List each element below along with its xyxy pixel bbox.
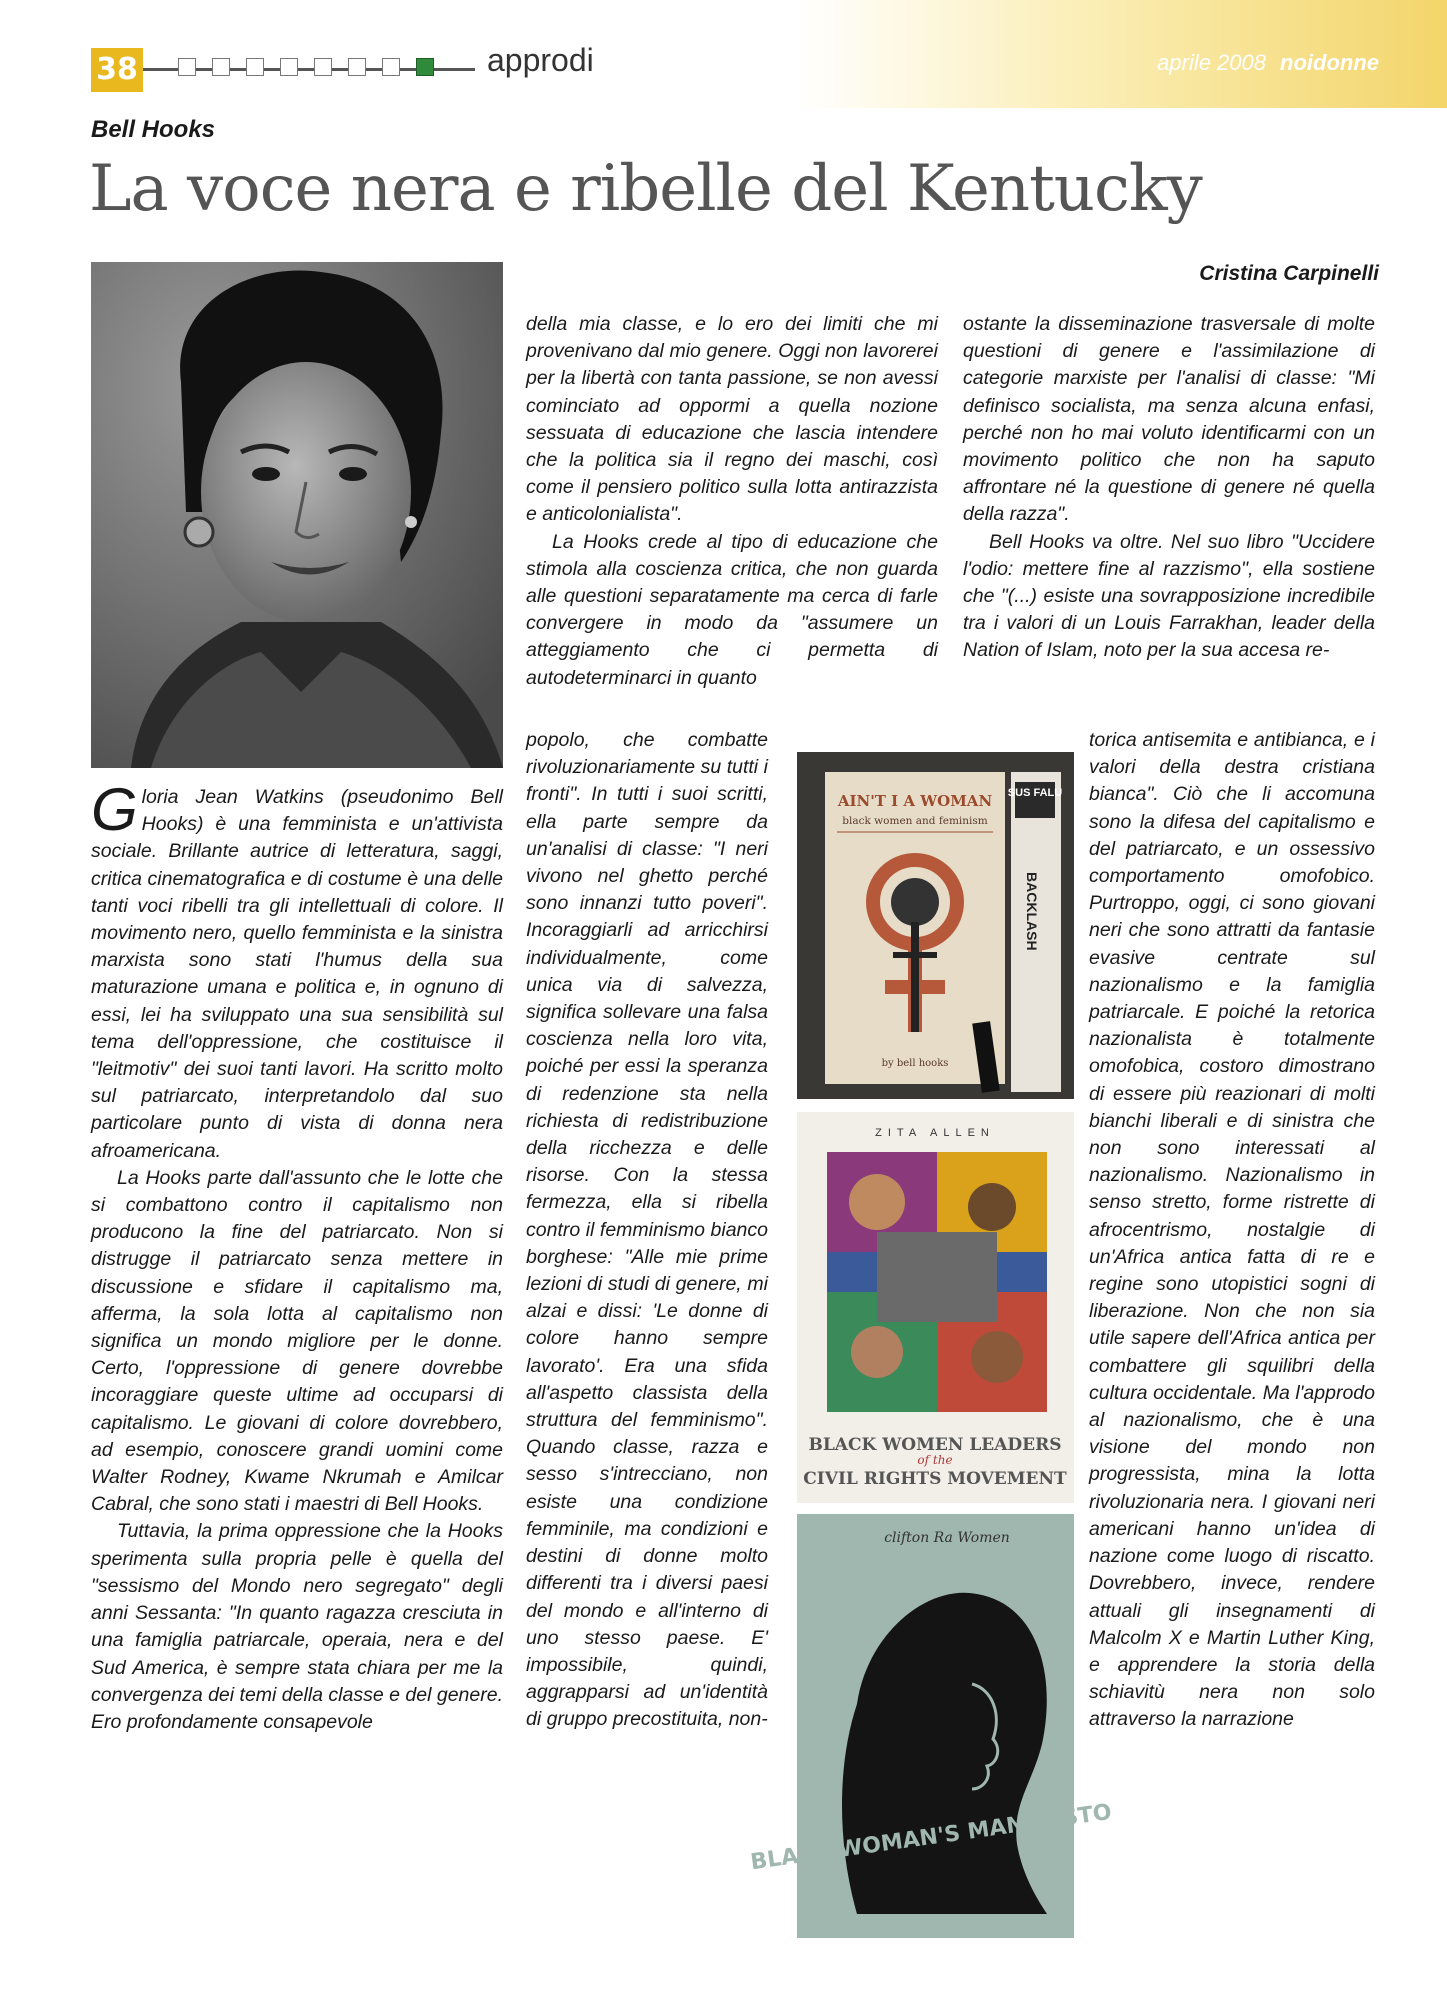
section-title: approdi: [487, 42, 594, 78]
paragraph: popolo, che combatte rivoluzionariamente su tutti i fronti". In tutti i suoi scritti, ella parte sempre da un'analisi di classe: "I neri vivono nel ghetto perché sono innanzi tutto poveri". Incoraggiarli ad arricchirsi individualmente, come unica via di salvezza, significa sollevare una falsa coscienza nella loro vita, poiché per essi la speranza di redenzione sta nella richiesta di redistribuzione della ricchezza e delle risorse. Con la stessa fermezza, ella si ribella contro il femminismo bianco borghese: "Alle mie prime lezioni di studi di genere, mi alzai e dissi: 'Le donne di colore hanno sempre lavorato'. Era una sfida all'aspetto classista della struttura del femminismo". Quando classe, razza e sesso s'intrecciano, non esiste una condizione femminile, ma condizioni e destini di donne molto differenti tra i diversi paesi del mondo e all'interno di uno stesso paese. E' impossibile, quindi, aggrapparsi ad un'identità di gruppo precostituita, non-: [526, 729, 768, 1731]
paragraph: La Hooks parte dall'assunto che le lotte che si combattono contro il capitalismo non producono la fine del patriarcato. Non si distrugge il patriarcato senza mettere in discussione e sfidare il capitalismo ma, afferma, la sola lotta al capitalismo non significa un mondo migliore per le donne. Certo, l'oppressione di genere dovrebbe incoraggiare queste ultime ad occuparsi di capitalismo. Le giovani di colore dovrebbero, ad esempio, conoscere grandi uomini come Walter Rodney, Kwame Nkrumah e Amilcar Cabral, che sono stati i maestri di Bell Hooks.: [91, 1166, 503, 1516]
book-title: BLACK WOMAN'S MANIFESTO: [748, 1799, 1114, 1876]
paragraph: La Hooks crede al tipo di educazione che stimola alla coscienza critica, che non guarda alle questioni separatamente ma cerca di farle convergere in modo da "assumere un atteggiamento che ci permetta di autodeterminarci in quanto: [526, 530, 938, 689]
header-marker: [280, 58, 298, 76]
book-illustration: [797, 752, 1074, 1099]
header-marker: [178, 58, 196, 76]
header-marker: [212, 58, 230, 76]
book-illustration: [797, 1112, 1074, 1503]
book-cover-aint-i-a-woman: [797, 752, 1074, 1099]
book-title-bottom: CIVIL RIGHTS MOVEMENT: [803, 1469, 1067, 1489]
page-number: 38: [91, 48, 143, 92]
column-2-bottom: [526, 727, 768, 1734]
article-author: Cristina Carpinelli: [1199, 262, 1379, 285]
book-illustration: [748, 1514, 1114, 1938]
header-marker-active: [416, 58, 434, 76]
book-author: clifton Ra Women: [884, 1530, 1010, 1546]
column-2-top: [526, 311, 938, 692]
book-author: ZITA ALLEN: [875, 1127, 995, 1139]
column-3-top: [963, 311, 1375, 665]
paragraph: [91, 776, 503, 1165]
portrait-photo: [91, 262, 503, 768]
header-marker: [382, 58, 400, 76]
issue-info: [1157, 50, 1379, 76]
paragraph: Tuttavia, la prima oppressione che la Hooks sperimenta sulla propria pelle è quella del "sessismo del Mondo nero segregato" degli anni Sessanta: "In quanto ragazza cresciuta in una famiglia patriarcale, operaia, nera e del Sud America, è sempre stata chiara per me la convergenza dei temi della classe e del genere. Ero profondamente consapevole: [91, 1520, 503, 1733]
book-author: by bell hooks: [881, 1058, 949, 1069]
article-kicker: Bell Hooks: [91, 116, 216, 143]
book-cover-black-womans-manifesto: [748, 1514, 1114, 1938]
book-subtitle: black women and feminism: [842, 815, 988, 827]
header-marker: [348, 58, 366, 76]
book-cover-black-women-leaders: [797, 1112, 1074, 1503]
spine-text-1: SUS FALU: [1007, 787, 1063, 799]
book-title-top: BLACK WOMEN LEADERS: [808, 1435, 1062, 1455]
article-headline: La voce nera e ribelle del Kentucky: [89, 152, 1202, 226]
issue-date: aprile 2008: [1157, 50, 1267, 75]
header-marker: [246, 58, 264, 76]
column-1: [91, 776, 503, 1736]
book-title: AIN'T I A WOMAN: [837, 792, 993, 810]
header-marker: [314, 58, 332, 76]
column-3-bottom: [1089, 727, 1375, 1734]
drop-cap: G: [91, 776, 138, 843]
paragraph: ostante la disseminazione trasversale di molte questioni di genere e l'assimilazione di categorie marxiste per l'analisi di classe: "Mi definisco socialista, ma senza alcuna enfasi, perché non ho mai voluto identificarmi con un movimento politico che non ha saputo affrontare né la questione di genere né quella della razza".: [963, 313, 1375, 526]
paragraph: della mia classe, e lo ero dei limiti che mi provenivano dal mio genere. Oggi non lavorerei per la libertà con tanta passione, se non avessi cominciato ad oppormi a quella nozione sessuata di educazione che lascia intendere che la politica sia il regno dei maschi, così come il pensiero politico sulla lotta antirazzista e anticolonialista".: [526, 313, 938, 526]
magazine-name: noidonne: [1280, 50, 1379, 75]
paragraph-text: loria Jean Watkins (pseudonimo Bell Hooks) è una femminista e un'attivista sociale. Brillante autrice di letteratura, saggi, critica cinematografica e di costume è una delle tanti voci ribelli tra gli intellettuali di colore. Il movimento nero, quello femminista e la sinistra marxista sono stati l'humus della sua maturazione umana e politica e, in ognuno di essi, lei ha sviluppato una sua sensibilità sul tema dell'oppressione, che costituisce il "leitmotiv" dei suoi tanti lavori. Ha scritto molto sul patriarcato, interpretandolo dal suo particolare punto di vista di donna nera afroamericana.: [91, 786, 503, 1162]
paragraph: Bell Hooks va oltre. Nel suo libro "Uccidere l'odio: mettere fine al razzismo", ella sostiene che "(...) esiste una sovrapposizione incredibile tra i valori di un Louis Farrakhan, leader della Nation of Islam, noto per la sua accesa re-: [963, 530, 1375, 662]
paragraph: torica antisemita e antibianca, e i valori della destra cristiana bianca". Ciò che li accomuna sono la difesa del capitalismo e del patriarcato, e un ossessivo comportamento omofobico. Purtroppo, oggi, ci sono giovani neri che sono attratti da fantasie evasive centrate sul nazionalismo e la famiglia patriarcale. E poiché la retorica nazionalista è totalmente omofobica, costoro dimostrano di essere più reazionari di molti bianchi liberali e di sinistra che non sono interessati al nazionalismo. Nazionalismo in senso stretto, forme ristrette di afrocentrismo, nostalgie di un'Africa antica fatta di re e regine sono utopistici sogni di liberazione. Non che non sia utile sapere dell'Africa antica per combattere gli squilibri della cultura occidentale. Ma l'approdo al nazionalismo, che è una visione del mondo non progressista, mina la lotta rivoluzionaria nera. I giovani neri americani hanno un'idea di nazione come luogo di riscatto. Dovrebbero, invece, rendere attuali gli insegnamenti di Malcolm X e Martin Luther King, e apprendere la storia della schiavitù nera non solo attraverso la narrazione: [1089, 729, 1375, 1731]
book-title-mid: of the: [917, 1453, 953, 1467]
spine-text-2: BACKLASH: [1024, 872, 1040, 951]
portrait-illustration: [91, 262, 503, 768]
